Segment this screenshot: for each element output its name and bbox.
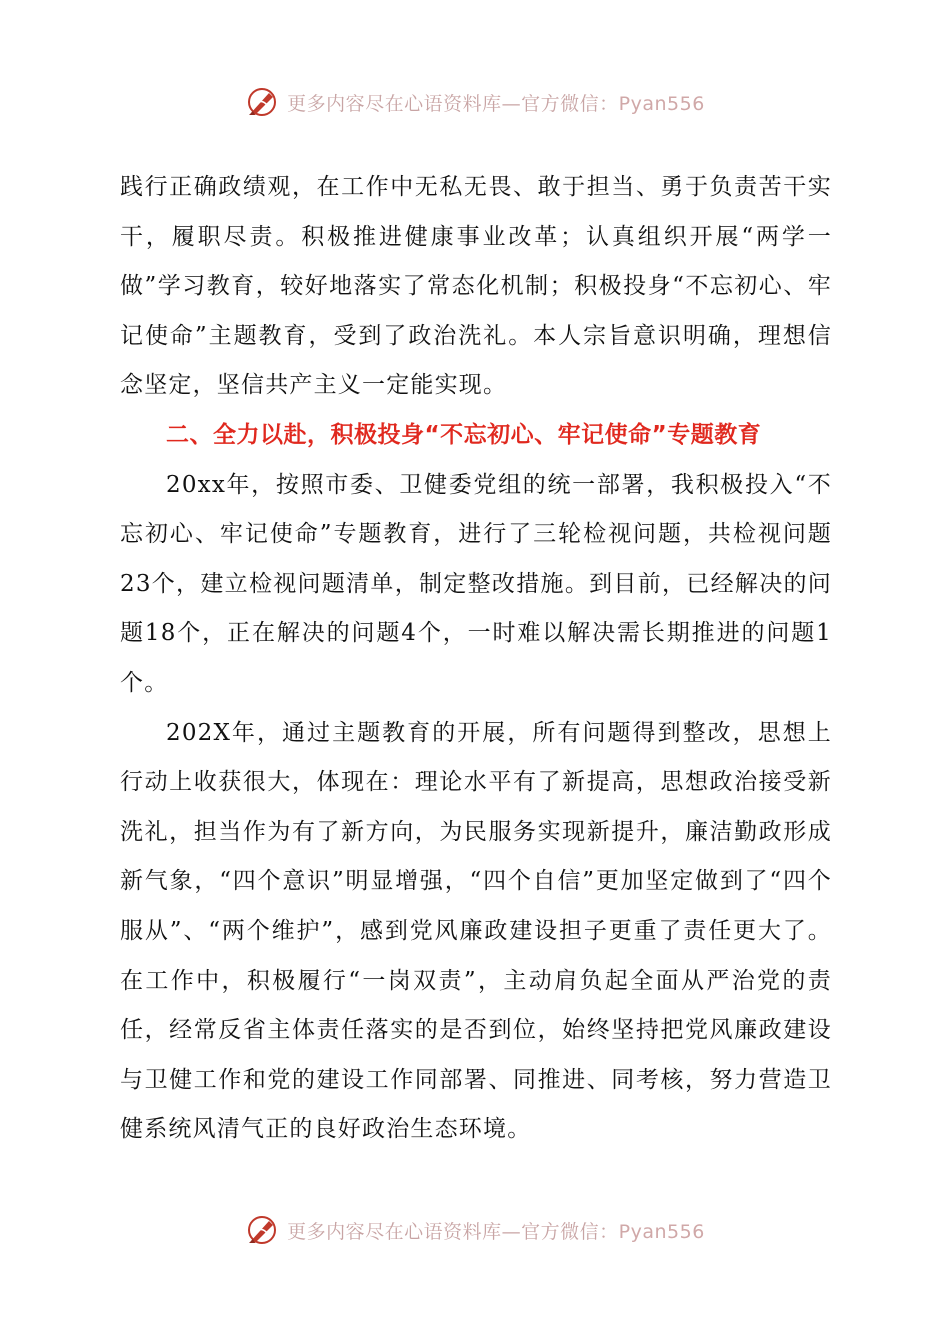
watermark-text: 更多内容尽在心语资料库—官方微信：Pyan556 xyxy=(287,1220,705,1243)
pen-logo-icon xyxy=(245,85,279,119)
paragraph-1: 践行正确政绩观，在工作中无私无畏、敢于担当、勇于负责苦干实干，履职尽责。积极推进健康事业改革；认真组织开展“两学一做”学习教育，较好地落实了常态化机制；积极投身“不忘初心、牢记使命”主题教育，受到了政治洗礼。本人宗旨意识明确，理想信念坚定，坚信共产主义一定能实现。 xyxy=(120,174,832,399)
paragraph-2: 20xx年，按照市委、卫健委党组的统一部署，我积极投入“不忘初心、牢记使命”专题教育，进行了三轮检视问题，共检视问题23个，建立检视问题清单，制定整改措施。到目前，已经解决的问题18个，正在解决的问题4个，一时难以解决需长期推进的问题1个。 xyxy=(120,471,832,696)
footer-watermark xyxy=(0,1210,950,1250)
header-watermark xyxy=(0,82,950,122)
watermark-text: 更多内容尽在心语资料库—官方微信：Pyan556 xyxy=(287,92,705,115)
paragraph-3: 202X年，通过主题教育的开展，所有问题得到整改，思想上行动上收获很大，体现在：理论水平有了新提高，思想政治接受新洗礼，担当作为有了新方向，为民服务实现新提升，廉洁勤政形成新气象，“四个意识”明显增强，“四个自信”更加坚定做到了“四个服从”、“两个维护”，感到党风廉政建设担子更重了责任更大了。在工作中，积极履行“一岗双责”，主动肩负起全面从严治党的责任，经常反省主体责任落实的是否到位，始终坚持把党风廉政建设与卫健工作和党的建设工作同部署、同推进、同考核，努力营造卫健系统风清气正的良好政治生态环境。 xyxy=(120,719,832,1143)
document-body xyxy=(120,163,832,1155)
pen-logo-icon xyxy=(245,1213,279,1247)
section-heading-2: 二、全力以赴，积极投身“不忘初心、牢记使命”专题教育 xyxy=(166,421,762,448)
